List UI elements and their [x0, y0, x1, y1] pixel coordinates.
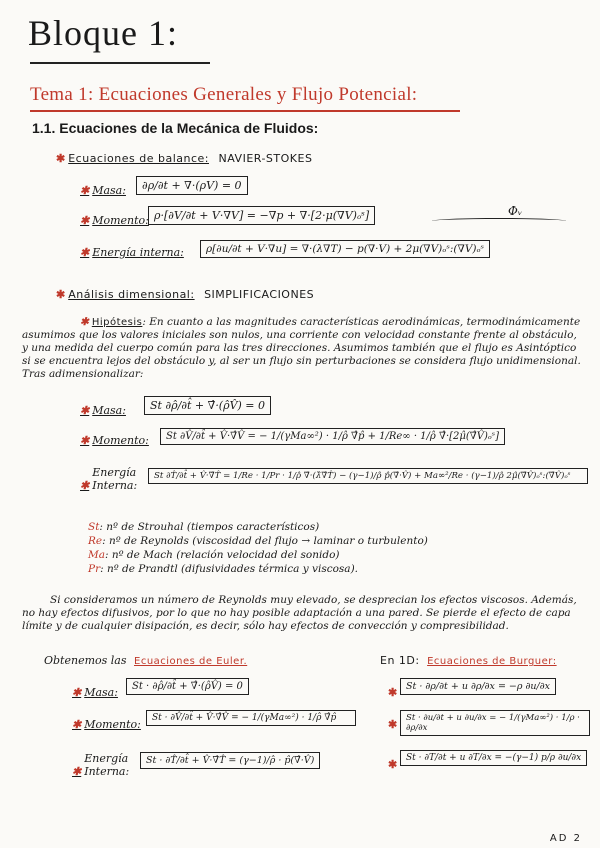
euler-energia-equation: St · ∂T̂/∂t̂ + V̂·∇̂T̂ = (γ−1)/ρ̂ · p̂(∇̂·V̂) [140, 752, 320, 769]
asterisk-icon: ✱ [80, 404, 90, 417]
glossary-list [88, 520, 568, 576]
glossary-item: Re: nº de Reynolds (viscosidad del flujo → laminar o turbulento) [88, 535, 428, 547]
adim-masa-equation: St ∂ρ̂/∂t̂ + ∇̂·(ρ̂V̂) = 0 [144, 396, 271, 415]
adim-energia-equation: St ∂T̂/∂t̂ + V̂·∇̂T̂ = 1/Re · 1/Pr · 1/ρ̂ ∇̂·(λ̂∇̂T̂) − (γ−1)/ρ̂ p̂(∇̂·V̂) + Ma∞²/Re · (γ−1)/ρ̂ 2μ̂(∇̂V̂)ₒˢ:(∇̂V̂)ₒˢ [148, 468, 588, 484]
glossary-item: Pr: nº de Prandtl (difusividades térmica y viscosa). [88, 563, 359, 575]
euler-energia-label: ✱Energía Interna: [72, 752, 130, 778]
tema-title: Tema 1: Ecuaciones Generales y Flujo Potencial: [30, 84, 418, 105]
tema-underline [30, 110, 460, 112]
balance-subtitle: NAVIER-STOKES [218, 152, 313, 165]
reynolds-paragraph: Si consideramos un número de Reynolds muy elevado, se desprecian los efectos viscosos. Además, no hay efectos difusivos, por lo que no hay posible adaptación a una pared. Se pierde el efecto de capa límite y de cualquier disipación, es decir, sólo hay efectos de convección y compresibilidad. [22, 594, 577, 632]
asterisk-icon: ✱ [388, 758, 398, 771]
burger-masa-bullet [388, 686, 400, 700]
asterisk-icon: ✱ [72, 718, 82, 731]
asterisk-icon: ✱ [72, 765, 82, 778]
asterisk-icon: ✱ [80, 434, 90, 447]
euler-masa-equation: St · ∂ρ̂/∂t̂ + ∇̂·(ρ̂V̂) = 0 [126, 678, 249, 695]
adim-energia-label: ✱Energía Interna: [80, 466, 138, 492]
page-footer: AD 2 [549, 833, 582, 844]
adim-masa-label: ✱ Masa: [80, 404, 126, 417]
bloque-underline [30, 62, 210, 64]
burger-momento-bullet [388, 718, 400, 732]
section-title: 1.1. Ecuaciones de la Mecánica de Fluidos: [32, 120, 319, 136]
asterisk-icon: ✱ [80, 479, 90, 492]
hipotesis-paragraph [22, 316, 582, 381]
dimensional-title: Análisis dimensional: [68, 288, 195, 301]
hipotesis-label: Hipótesis [91, 317, 143, 328]
balance-title: Ecuaciones de balance: [68, 152, 209, 165]
asterisk-icon: ✱ [388, 686, 398, 699]
balance-heading [56, 152, 312, 166]
asterisk-icon: ✱ [80, 184, 90, 197]
euler-momento-equation: St · ∂V̂/∂t̂ + V̂·∇̂V̂ = − 1/(γMa∞²) · 1/ρ̂ ∇̂p̂ [146, 710, 356, 726]
asterisk-icon: ✱ [388, 718, 398, 731]
burger-heading: En 1D: Ecuaciones de Burguer: [380, 654, 557, 667]
glossary-item: St: nº de Strouhal (tiempos característicos) [88, 521, 320, 533]
euler-momento-label: ✱ Momento: [72, 718, 141, 731]
burger-energia-bullet [388, 758, 400, 772]
adim-momento-label: ✱ Momento: [80, 434, 149, 447]
euler-masa-label: ✱ Masa: [72, 686, 118, 699]
bloque-title: Bloque 1: [28, 13, 178, 53]
ns-energia-equation: ρ[∂u/∂t + V·∇u] = ∇·(λ∇T) − p(∇·V) + 2μ(∇V)ₒˢ:(∇V)ₒˢ [200, 240, 490, 258]
asterisk-icon: ✱ [80, 246, 90, 259]
euler-title: Ecuaciones de Euler. [134, 656, 248, 667]
ns-masa-equation: ∂ρ/∂t + ∇·(ρV) = 0 [136, 176, 248, 195]
glossary-item: Ma: nº de Mach (relación velocidad del sonido) [88, 549, 340, 561]
momento-label: ✱ Momento: [80, 214, 149, 227]
euler-heading: Obtenemos las Ecuaciones de Euler. [44, 654, 248, 667]
asterisk-icon: ✱ [80, 214, 90, 227]
bleed-through-text [470, 30, 590, 190]
hipotesis-text: : En cuanto a las magnitudes características aerodinámicas, termodinámicamente asumimos que los valores iniciales son nulos, una corriente con velocidad constante frente al obstáculo, y una medida del cuerpo común para las tres direcciones. Asumimos también que el flujo es Asintóptico si se encuentra lejos del obstáculo y, al ser un flujo sin perturbaciones se considera flujo unidimensional. Tras adimensionalizar: [22, 316, 581, 380]
asterisk-icon: ✱ [80, 316, 89, 328]
burger-momento-equation: St · ∂u/∂t + u ∂u/∂x = − 1/(γMa∞²) · 1/ρ · ∂ρ/∂x [400, 710, 590, 736]
dissipation-brace [432, 218, 566, 224]
burger-title: Ecuaciones de Burguer: [427, 656, 557, 667]
asterisk-icon: ✱ [56, 288, 66, 301]
asterisk-icon: ✱ [56, 152, 66, 165]
ns-momento-equation: ρ·[∂V/∂t + V·∇V] = −∇p + ∇·[2·μ(∇V)ₒˢ] [148, 206, 375, 225]
energia-label: ✱ Energía interna: [80, 246, 184, 259]
adim-momento-equation: St ∂V̂/∂t̂ + V̂·∇̂V̂ = − 1/(γMa∞²) · 1/ρ̂ ∇̂p̂ + 1/Re∞ · 1/ρ̂ ∇̂·[2μ̂(∇̂V̂)ₒˢ] [160, 428, 505, 445]
phi-label: Φᵥ [508, 204, 523, 218]
masa-label: ✱ Masa: [80, 184, 126, 197]
burger-masa-equation: St · ∂ρ/∂t + u ∂ρ/∂x = −ρ ∂u/∂x [400, 678, 556, 695]
dimensional-heading [56, 288, 314, 302]
burger-energia-equation: St · ∂T/∂t + u ∂T/∂x = −(γ−1) p/ρ ∂u/∂x [400, 750, 587, 766]
asterisk-icon: ✱ [72, 686, 82, 699]
dimensional-subtitle: SIMPLIFICACIONES [204, 288, 315, 301]
